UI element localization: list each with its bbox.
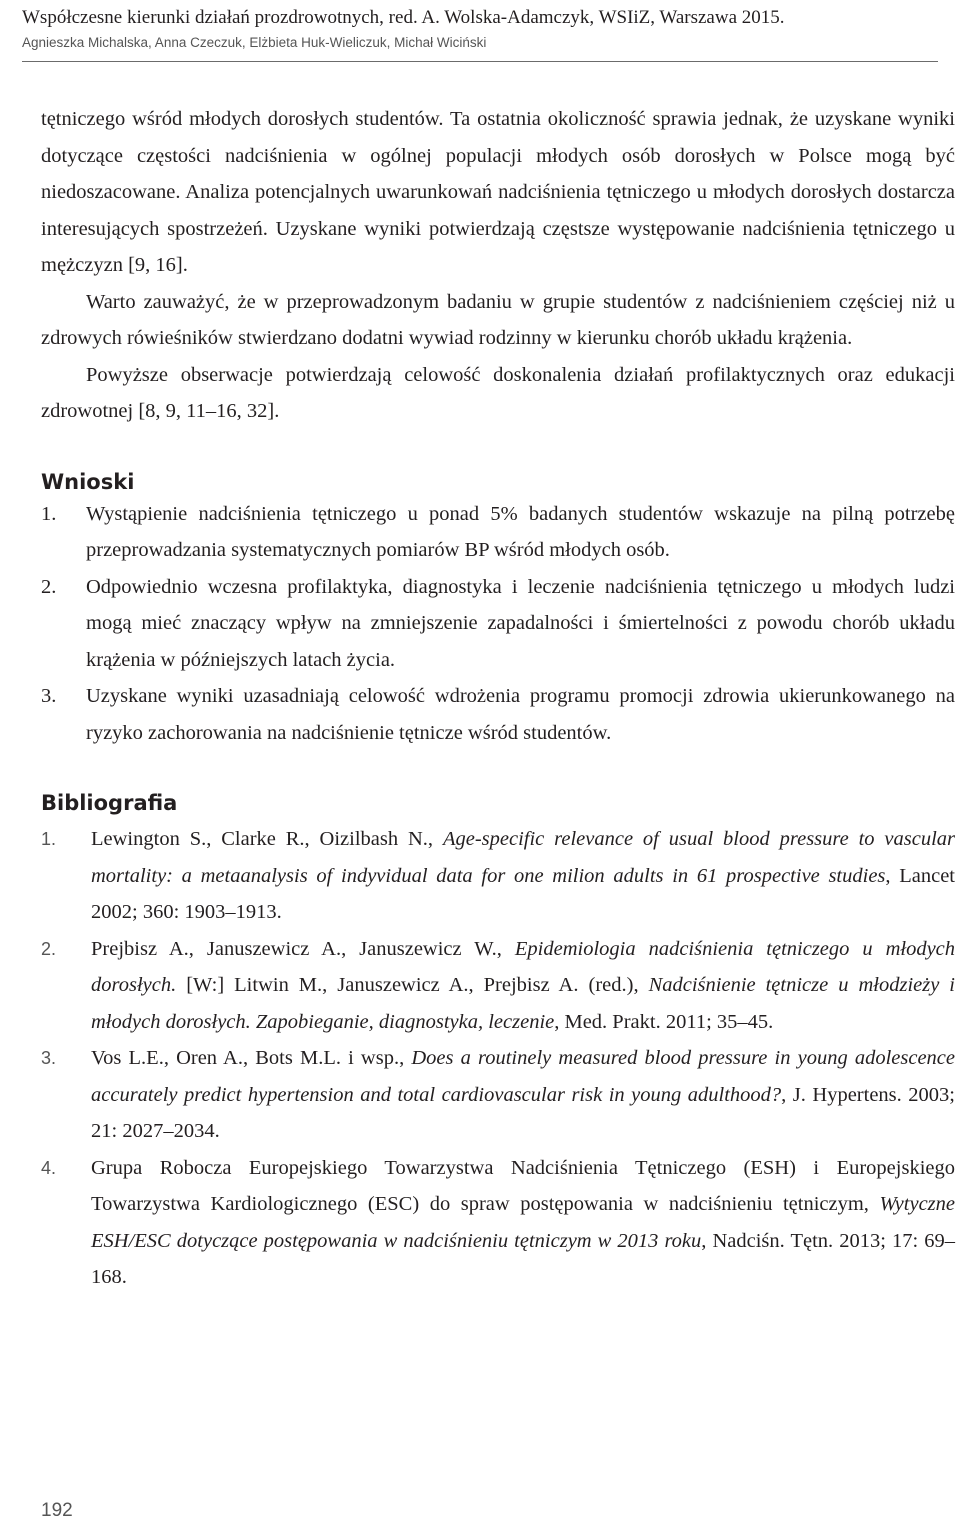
bib-authors: Grupa Robocza Europejskiego Towarzystwa Nadciśnienia Tętniczego (ESH) i Europejskiego Towarzystwa Kardiologicznego (ESC) do spraw postępowania w nadciśnieniu tętniczym, — [91, 1156, 955, 1215]
conclusion-number: 3. — [41, 685, 57, 707]
bibliography-item — [41, 1150, 955, 1296]
bibliography-number: 3. — [41, 1048, 57, 1068]
conclusion-text: Odpowiednio wczesna profilaktyka, diagnostyka i leczenie nadciśnienia tętniczego u młodych ludzi mogą mieć znaczący wpływ na zmniejszenie zapadalności i śmiertelności z powodu chorób układu krążenia w późniejszych latach życia. — [86, 575, 955, 671]
bib-source: , Nadciśn. Tętn. 2013; 17: 69–168. — [91, 1229, 955, 1288]
bibliography-number: 2. — [41, 938, 57, 959]
conclusion-item — [41, 678, 955, 751]
page-content — [41, 101, 955, 1296]
conclusion-item — [41, 496, 955, 569]
bib-title: Age-specific relevance of usual blood pressure to vascular mortality: a metaanalysis of indyvidual data for one milion adults in 61 prospective studies — [91, 828, 956, 887]
running-header — [22, 6, 938, 54]
bibliography-item — [41, 1040, 955, 1150]
bib-source: , Med. Prakt. 2011; 35–45. — [554, 1010, 774, 1033]
bib-source: , J. Hypertens. 2003; 21: 2027–2034. — [91, 1083, 955, 1142]
page-number: 192 — [41, 1500, 73, 1521]
bib-title: Epidemiologia nadciśnienia tętniczego u młodych dorosłych. — [91, 937, 956, 996]
bib-book-title: Nadciśnienie tętnicze u młodzieży i młodych dorosłych. Zapobieganie, diagnostyka, leczenie — [91, 974, 956, 1033]
bib-authors: Vos L.E., Oren A., Bots M.L. i wsp., — [91, 1047, 405, 1069]
conclusion-number: 1. — [41, 502, 57, 525]
conclusion-number: 2. — [41, 575, 57, 598]
header-book-title: Współczesne kierunki działań prozdrowotnych, red. A. Wolska-Adamczyk, WSIiZ, Warszawa 2015. — [22, 7, 785, 28]
bibliography-heading: Bibliografia — [41, 791, 178, 815]
bibliography-number: 4. — [41, 1157, 57, 1178]
conclusions-heading: Wnioski — [41, 469, 135, 494]
bib-title: Wytyczne ESH/ESC dotyczące postępowania w nadciśnieniu tętniczym w 2013 roku — [91, 1193, 955, 1252]
header-divider — [22, 61, 938, 62]
conclusion-item — [41, 569, 955, 679]
conclusions-list — [41, 496, 955, 752]
bib-authors: Prejbisz A., Januszewicz A., Januszewicz W., — [91, 937, 502, 960]
conclusion-text: Wystąpienie nadciśnienia tętniczego u ponad 5% badanych studentów wskazuje na pilną potrzebę przeprowadzania systematycznych pomiarów BP wśród młodych osób. — [86, 502, 955, 561]
bib-title: Does a routinely measured blood pressure in young adolescence accurately predict hypertension and total cardiovascular risk in young adulthood? — [91, 1047, 955, 1106]
bib-source: , Lancet 2002; 360: 1903–1913. — [91, 864, 955, 923]
header-authors: Agnieszka Michalska, Anna Czeczuk, Elżbieta Huk-Wieliczuk, Michał Wiciński — [22, 35, 487, 50]
bib-editors: [W:] Litwin M., Januszewicz A., Prejbisz A. (red.), — [186, 974, 639, 996]
bib-authors: Lewington S., Clarke R., Oizilbash N., — [91, 828, 434, 850]
body-paragraph: Powyższe obserwacje potwierdzają celowość doskonalenia działań profilaktycznych oraz edukacji zdrowotnej [8, 9, 11–16, 32]. — [41, 363, 955, 422]
body-paragraph: Warto zauważyć, że w przeprowadzonym badaniu w grupie studentów z nadciśnieniem częściej niż u zdrowych rówieśników stwierdzano dodatni wywiad rodzinny w kierunku chorób układu krążenia. — [41, 290, 955, 349]
body-paragraph: tętniczego wśród młodych dorosłych studentów. Ta ostatnia okoliczność sprawia jednak, że uzyskane wyniki dotyczące częstości nadciśnienia w ogólnej populacji młodych osób dorosłych w Polsce mogą być niedoszacowane. Analiza potencjalnych uwarunkowań nadciśnienia tętniczego u młodych dorosłych dostarcza interesujących spostrzeżeń. Uzyskane wyniki potwierdzają częstsze występowanie nadciśnienia tętniczego u mężczyzn [9, 16]. — [41, 108, 955, 276]
conclusion-text: Uzyskane wyniki uzasadniają celowość wdrożenia programu promocji zdrowia ukierunkowanego na ryzyko zachorowania na nadciśnienie tętnicze wśród studentów. — [86, 685, 955, 744]
bibliography-list — [41, 821, 955, 1296]
bibliography-item — [41, 931, 955, 1041]
bibliography-item — [41, 821, 955, 931]
bibliography-number: 1. — [41, 829, 57, 849]
